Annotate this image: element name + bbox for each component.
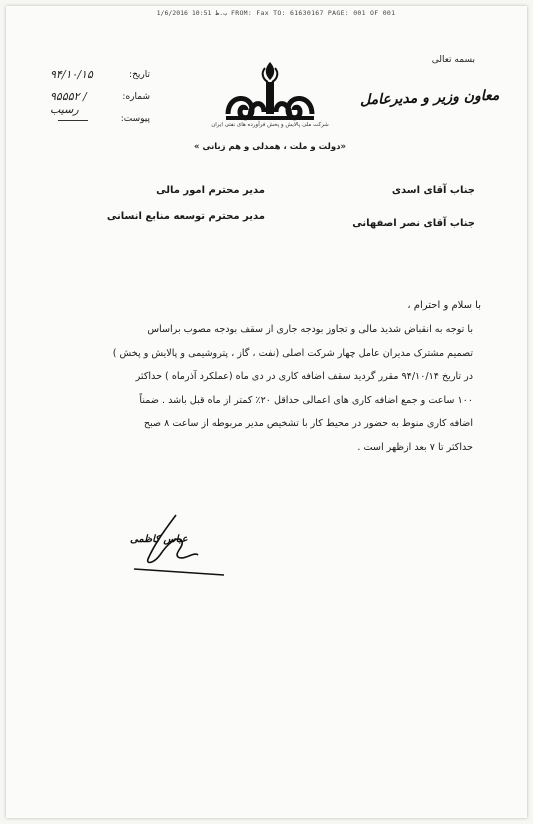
number-row <box>50 92 150 114</box>
letter-page <box>6 6 527 818</box>
recipient-nasr-esfahani: جناب آقای نصر اصفهانی <box>352 218 475 229</box>
body-line: تصمیم مشترک مدیران عامل چهار شرکت اصلی (نفت ، گاز ، پتروشیمی و پالایش و پخش ) <box>112 347 473 359</box>
letter-meta <box>50 70 150 136</box>
handwritten-title: معاون وزیر و مدیرعامل <box>359 87 500 109</box>
attachment-blank <box>58 120 88 121</box>
date-row <box>50 70 150 92</box>
bismillah: بسمه تعالی <box>431 55 475 65</box>
body-line: ۱۰۰ ساعت و جمع اضافه کاری های اعمالی حداقل ۲۰٪ کمتر از ماه قبل باشد . ضمناً <box>139 394 473 406</box>
company-name: شرکت ملی پالایش و پخش فرآورده های نفتی ایران <box>211 122 329 128</box>
recipient-asadi: جناب آقای اسدی <box>391 185 475 196</box>
body-line: حداکثر تا ۷ بعد ازظهر است . <box>357 441 473 453</box>
number-value: ۹۵۵۵۲ / رسیب <box>50 90 87 116</box>
attachment-label: پیوست: <box>120 114 150 124</box>
recipient-finance-director: مدیر محترم امور مالی <box>156 185 265 196</box>
attachment-row <box>50 114 150 136</box>
signature-icon <box>124 511 224 581</box>
number-label: شماره: <box>122 92 150 102</box>
letter-body <box>59 318 491 460</box>
signature-name: عباس کاظمی <box>130 534 188 545</box>
fax-header: 1/6/2016 ب.ظ 10:51 FROM: Fax TO: 61630167 PAGE: 001 OF 001 <box>156 9 396 17</box>
body-line: با توجه به انقباض شدید مالی و تجاوز بودجه جاری از سقف بودجه مصوب براساس <box>147 324 473 335</box>
slogan: «دولت و ملت ، همدلی و هم زبانی » <box>194 142 346 152</box>
recipient-hr-director: مدیر محترم توسعه منابع انسانی <box>106 211 265 222</box>
body-line: اضافه کاری منوط به حضور در محیط کار با تشخیص مدیر مربوطه از ساعت ۸ صبح <box>143 418 473 430</box>
date-value: ۹۴/۱۰/۱۵ <box>50 68 93 81</box>
salutation: با سلام و احترام ، <box>407 300 481 311</box>
body-line: در تاریخ ۹۴/۱۰/۱۴ مقرر گردید سقف اضافه کاری در دی ماه (عملکرد آذرماه ) حداکثر <box>135 371 473 383</box>
date-label: تاریخ: <box>129 70 150 80</box>
